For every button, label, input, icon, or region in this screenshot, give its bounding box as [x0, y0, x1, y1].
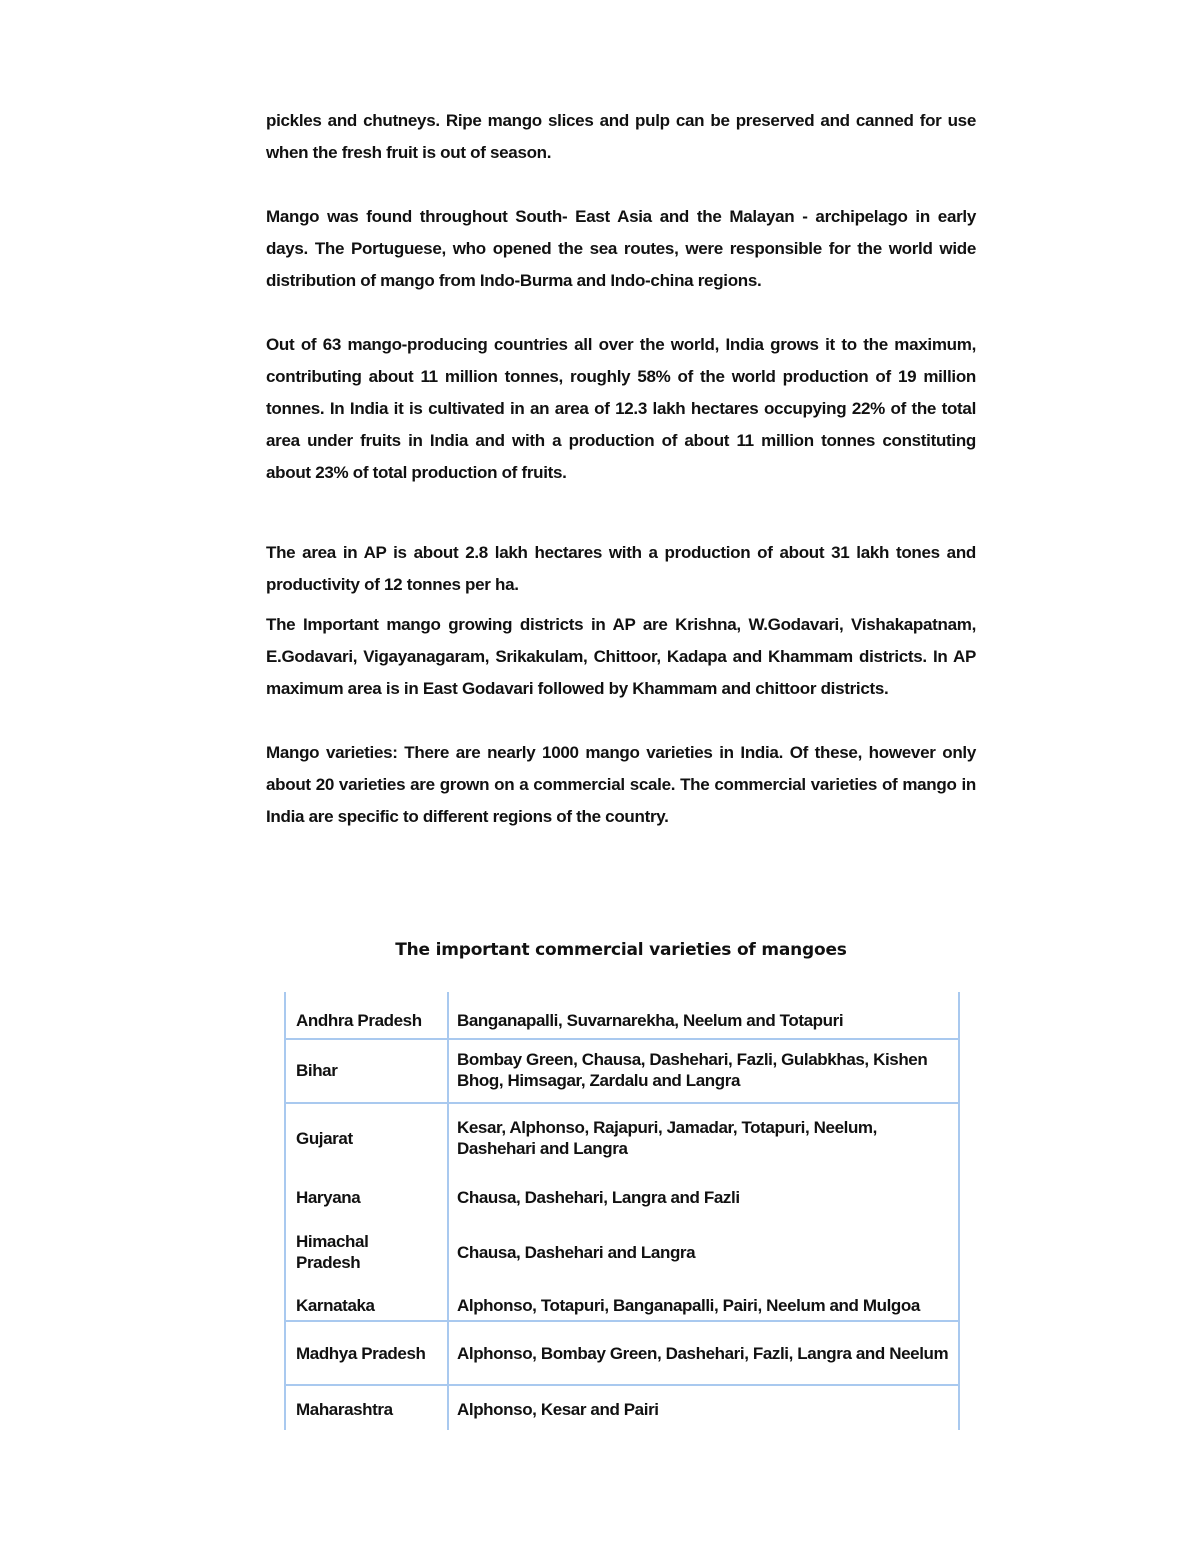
document-body [266, 105, 976, 833]
paragraph-history: Mango was found throughout South- East Asia and the Malayan - archipelago in early days. The Portuguese, who opened the sea routes, were responsible for the world wide distribution of mango from Indo-Burma and Indo-china regions. [266, 207, 976, 290]
varieties-cell: Kesar, Alphonso, Rajapuri, Jamadar, Totapuri, Neelum, Dashehari and Langra [457, 1118, 877, 1158]
varieties-cell: Alphonso, Bombay Green, Dashehari, Fazli, Langra and Neelum [457, 1343, 949, 1363]
varieties-cell: Banganapalli, Suvarnarekha, Neelum and Totapuri [457, 1010, 844, 1030]
state-cell: Haryana [296, 1187, 361, 1207]
varieties-text: There are nearly 1000 mango varieties in India. Of these, however only about 20 varieties are grown on a commercial scale. The commercial varieties of mango in India are specific to different regions of the country. [266, 743, 976, 826]
table-row [286, 1038, 958, 1104]
table-title: The important commercial varieties of mangoes [395, 940, 847, 960]
state-cell: Himachal Pradesh [296, 1232, 369, 1272]
varieties-table [284, 992, 960, 1430]
varieties-cell: Chausa, Dashehari, Langra and Fazli [457, 1187, 740, 1207]
state-cell: Madhya Pradesh [296, 1343, 426, 1363]
table-row [286, 1228, 958, 1276]
state-cell: Karnataka [296, 1295, 375, 1315]
paragraph-ap-area: The area in AP is about 2.8 lakh hectares with a production of about 31 lakh tones and productivity of 12 tonnes per ha. [266, 543, 976, 594]
varieties-cell: Chausa, Dashehari and Langra [457, 1242, 696, 1262]
state-cell: Maharashtra [296, 1399, 393, 1419]
paragraph-world-production: Out of 63 mango-producing countries all over the world, India grows it to the maximum, contributing about 11 million tonnes, roughly 58% of the world production of 19 million tonnes. In India it is cultivated in an area of 12.3 lakh hectares occupying 22% of the total area under fruits in India and with a production of about 11 million tonnes constituting about 23% of total production of fruits. [266, 335, 976, 482]
state-cell: Gujarat [296, 1128, 353, 1148]
varieties-cell: Bombay Green, Chausa, Dashehari, Fazli, Gulabkhas, Kishen Bhog, Himsagar, Zardalu and Langra [457, 1050, 928, 1090]
paragraph-ap-districts: The Important mango growing districts in AP are Krishna, W.Godavari, Vishakapatnam, E.Godavari, Vigayanagaram, Srikakulam, Chittoor, Kadapa and Khammam districts. In AP maximum area is in East Godavari followed by Khammam and chittoor districts. [266, 615, 976, 698]
table-row [286, 1394, 958, 1424]
table-row [286, 1182, 958, 1212]
varieties-heading: Mango varieties: [266, 743, 398, 762]
state-cell: Andhra Pradesh [296, 1010, 422, 1030]
table-row [286, 1322, 958, 1386]
varieties-cell: Alphonso, Kesar and Pairi [457, 1399, 659, 1419]
table-row [286, 1104, 958, 1172]
state-cell: Bihar [296, 1060, 338, 1080]
paragraph-pickles: pickles and chutneys. Ripe mango slices and pulp can be preserved and canned for use when the fresh fruit is out of season. [266, 111, 976, 162]
table-row [286, 1002, 958, 1040]
table-row [286, 1290, 958, 1322]
varieties-cell: Alphonso, Totapuri, Banganapalli, Pairi, Neelum and Mulgoa [457, 1295, 920, 1315]
paragraph-mango-varieties [266, 737, 976, 833]
